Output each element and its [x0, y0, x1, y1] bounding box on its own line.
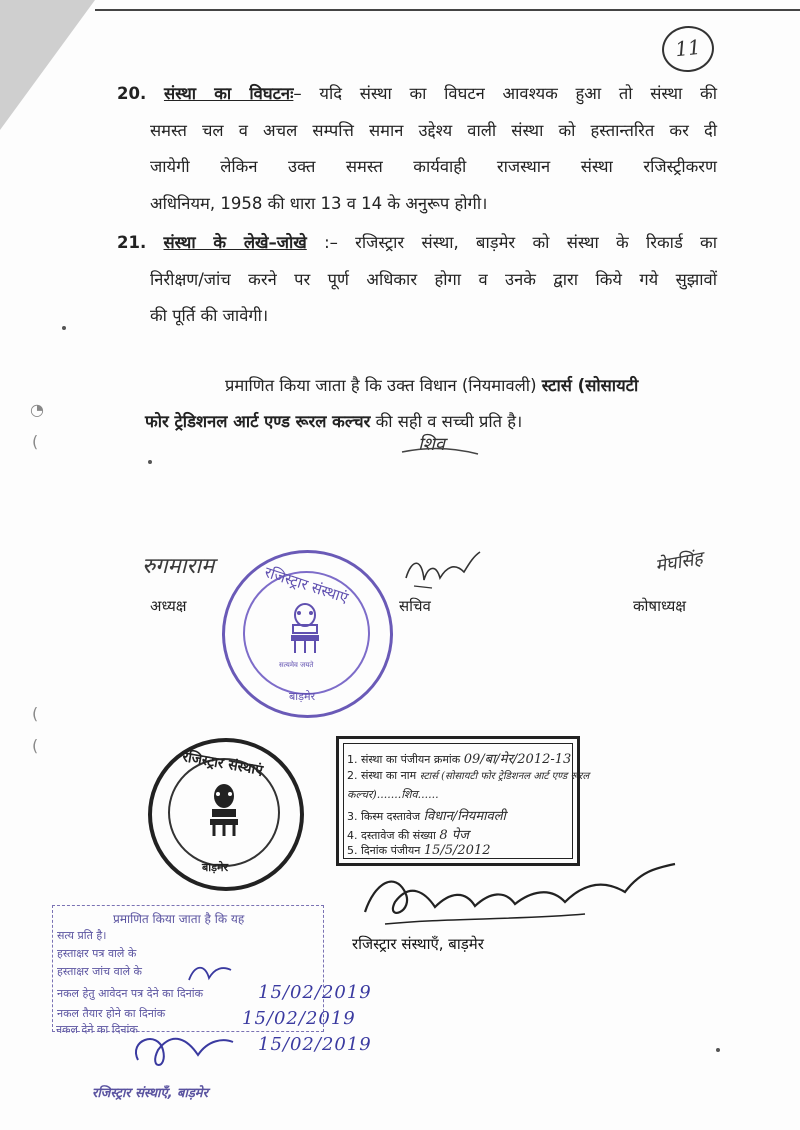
registration-row	[347, 749, 571, 767]
application-date: 15/02/2019	[258, 982, 372, 1003]
row-label: 5. दिनांक पंजीयन	[347, 844, 421, 857]
top-rule	[95, 9, 800, 11]
clause-text: की पूर्ति की जावेगी।	[150, 306, 269, 325]
copy-stamp-heading: प्रमाणित किया जाता है कि यह	[113, 912, 245, 926]
margin-mark: (	[32, 432, 39, 451]
registrar-designation: रजिस्ट्रार संस्थाएँ, बाड़मेर	[352, 935, 484, 953]
clause-text: :– रजिस्ट्रार संस्था, बाड़मेर को संस्था के रिकार्ड का	[306, 233, 718, 252]
margin-mark: ◔	[30, 400, 44, 419]
registrar-round-stamp	[222, 550, 393, 718]
copy-stamp-line: नकल हेतु आवेदन पत्र देने का दिनांक	[57, 987, 204, 1000]
copy-stamp-footer: रजिस्ट्रार संस्थाएँ, बाड़मेर	[92, 1086, 208, 1101]
copy-stamp-line: सत्य प्रति है।	[57, 929, 107, 942]
president-signature: रुगमाराम	[142, 554, 215, 579]
certification-prefix: प्रमाणित किया जाता है कि उक्त विधान (नियमावली)	[225, 376, 542, 395]
copy-clerk-signature-scribble	[128, 1020, 238, 1080]
initial-underline	[400, 440, 480, 460]
scan-corner-shadow	[0, 0, 95, 130]
clause-number: 21.	[117, 233, 147, 252]
clause-text: जायेगी लेकिन उक्त समस्त कार्यवाही राजस्थान संस्था रजिस्ट्रीकरण	[150, 157, 717, 176]
stamp-bottom-text: बाड़मेर	[289, 690, 316, 703]
row-label: 3. किस्म दस्तावेज	[347, 810, 421, 823]
registration-row	[347, 843, 491, 858]
copy-stamp-line: नकल देने का दिनांक	[56, 1023, 138, 1036]
secretary-label: सचिव	[399, 597, 431, 615]
row-value: कल्चर).......शिव......	[347, 788, 439, 801]
page-number: 11	[660, 23, 717, 74]
clause-text: – यदि संस्था का विघटन आवश्यक हुआ तो संस्था की	[293, 84, 717, 103]
scan-speck	[716, 1048, 720, 1052]
clause-text: निरीक्षण/जांच करने पर पूर्ण अधिकार होगा व उनके द्वारा किये गये सुझावों	[150, 269, 717, 289]
registration-row	[347, 806, 506, 824]
issue-date: 15/02/2019	[258, 1034, 372, 1055]
registrar-black-seal	[148, 738, 304, 891]
copy-stamp-line: हस्ताक्षर जांच वाले के	[57, 965, 142, 978]
clause-number: 20.	[117, 84, 147, 103]
row-label: 1. संस्था का पंजीयन क्रमांक	[347, 753, 461, 766]
stamp-title: रजिस्ट्रार संस्थाएं	[262, 563, 351, 607]
row-value: 15/5/2012	[423, 843, 491, 858]
registrar-signature-scribble	[355, 862, 685, 937]
copy-stamp-line: नकल तैयार होने का दिनांक	[57, 1007, 166, 1020]
clause-heading: संस्था के लेखे–जोखे	[163, 233, 307, 252]
margin-mark: (	[32, 704, 39, 723]
treasurer-label: कोषाध्यक्ष	[633, 597, 687, 615]
row-label: 2. संस्था का नाम	[347, 769, 417, 782]
row-value: 09/बा/मेर/2012-13	[463, 752, 572, 767]
scan-speck	[148, 460, 152, 464]
registration-row	[347, 787, 439, 802]
organization-name-part1: स्टार्स (सोसायटी	[541, 376, 639, 395]
secretary-signature-scribble	[402, 548, 482, 598]
seal-bottom-text: बाड़मेर	[202, 861, 229, 874]
seal-title: रजिस्ट्रार संस्थाएं	[181, 749, 265, 779]
clause-text: अधिनियम, 1958 की धारा 13 व 14 के अनुरूप होगी।	[150, 193, 488, 213]
row-value: स्टार्स (सोसायटी फोर ट्रेडिशनल आर्ट एण्ड रूरल	[419, 771, 590, 782]
registration-details-box	[336, 736, 590, 866]
national-emblem-icon	[206, 782, 242, 840]
clause-20	[117, 76, 717, 222]
organization-name-part2: फोर ट्रेडिशनल आर्ट एण्ड रूरल कल्चर	[145, 412, 371, 431]
row-value: विधान/नियमावली	[423, 809, 506, 824]
president-label: अध्यक्ष	[150, 597, 187, 615]
row-value: 8 पेज	[439, 828, 469, 843]
emblem-motto: सत्यमेव जयते	[279, 661, 314, 669]
verifier-signature-scribble	[185, 960, 235, 990]
clause-text: समस्त चल व अचल सम्पत्ति समान उद्देश्य वाली संस्था को हस्तान्तरित कर दी	[150, 120, 717, 140]
copy-stamp-line: हस्ताक्षर पत्र वाले के	[57, 947, 137, 960]
registration-row	[347, 825, 469, 843]
registration-row	[347, 768, 589, 783]
treasurer-signature: मेघसिंह	[653, 548, 705, 577]
clause-21	[117, 225, 717, 335]
scan-speck	[62, 326, 66, 330]
handwritten-initial: शिव	[418, 434, 445, 455]
row-label: 4. दस्तावेज की संख्या	[347, 829, 436, 842]
national-emblem-icon	[285, 601, 325, 661]
margin-mark: (	[32, 736, 39, 755]
ready-date: 15/02/2019	[242, 1008, 356, 1029]
clause-heading: संस्था का विघटनः	[163, 84, 294, 103]
certification-line-1	[145, 368, 720, 404]
certification-suffix: की सही व सच्ची प्रति है।	[370, 412, 523, 431]
